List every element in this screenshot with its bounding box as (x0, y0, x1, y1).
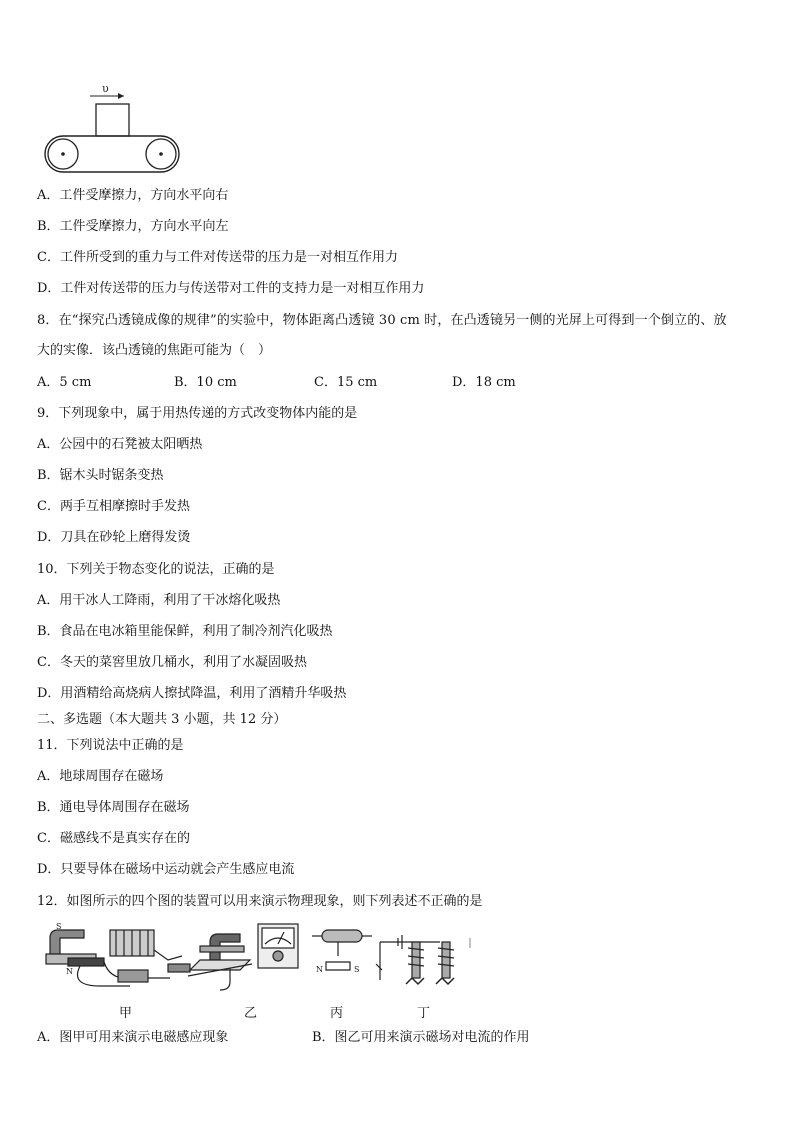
belt-outline (45, 136, 179, 172)
q11-option-b: B．通电导体周围存在磁场 (37, 800, 190, 815)
q10-option-b: B．食品在电冰箱里能保鲜，利用了制冷剂汽化吸热 (37, 624, 333, 639)
q10-option-a: A．用干冰人工降雨，利用了干冰熔化吸热 (37, 593, 281, 608)
q11-option-d: D．只要导体在磁场中运动就会产生感应电流 (37, 862, 295, 877)
q8-option-a: A．5 cm (37, 375, 92, 390)
q10-option-d: D．用酒精给高烧病人擦拭降温，利用了酒精升华吸热 (37, 686, 347, 701)
caption-jia: 甲 (119, 1006, 133, 1021)
figure-yi (188, 934, 252, 990)
q12-apparatus-figures (40, 920, 480, 1000)
q9-option-d: D．刀具在砂轮上磨得发烫 (37, 530, 191, 545)
q8-stem-line1: 8．在“探究凸透镜成像的规律”的实验中，物体距离凸透镜 30 cm 时，在凸透镜另一侧的光屏上可得到一个倒立的、放 (37, 313, 727, 328)
figure-ding (376, 935, 470, 984)
q9-option-a: A．公园中的石凳被太阳晒热 (37, 437, 203, 452)
q8-option-b: B．10 cm (174, 375, 237, 390)
q7-option-a: A．工件受摩擦力，方向水平向右 (37, 188, 229, 203)
q12-option-a: A．图甲可用来演示电磁感应现象 (37, 1030, 229, 1045)
q8-option-d: D．18 cm (452, 375, 516, 390)
q10-stem: 10．下列关于物态变化的说法，正确的是 (37, 562, 275, 577)
figure-galvanometer (258, 924, 298, 968)
caption-yi: 乙 (244, 1006, 258, 1021)
caption-bing: 丙 (330, 1006, 344, 1021)
workpiece-block (96, 104, 129, 136)
q11-stem: 11．下列说法中正确的是 (37, 738, 184, 753)
q11-option-a: A．地球周围存在磁场 (37, 769, 164, 784)
figure-jia-s-label: S (56, 922, 62, 931)
figure-bing-s-label: S (354, 965, 360, 974)
caption-ding: 丁 (417, 1006, 431, 1021)
figure-bing-n-label: N (316, 965, 323, 974)
figure-bing (312, 930, 372, 970)
velocity-arrowhead (118, 93, 124, 99)
q12-option-b: B．图乙可用来演示磁场对电流的作用 (312, 1030, 530, 1045)
q11-option-c: C．磁感线不是真实存在的 (37, 831, 190, 846)
q10-option-c: C．冬天的菜窖里放几桶水，利用了水凝固吸热 (37, 655, 307, 670)
q12-stem: 12．如图所示的四个图的装置可以用来演示物理现象，则下列表述不正确的是 (37, 894, 483, 909)
q8-option-c: C．15 cm (314, 375, 378, 390)
q7-option-b: B．工件受摩擦力，方向水平向左 (37, 219, 229, 234)
q9-option-c: C．两手互相摩擦时手发热 (37, 499, 190, 514)
right-roller-axle (159, 152, 163, 156)
section2-heading: 二、多选题（本大题共 3 小题，共 12 分） (37, 712, 287, 727)
q9-stem: 9．下列现象中，属于用热传递的方式改变物体内能的是 (37, 406, 358, 421)
velocity-label: υ (102, 84, 109, 95)
q7-option-c: C．工件所受到的重力与工件对传送带的压力是一对相互作用力 (37, 250, 398, 265)
q7-option-d: D．工件对传送带的压力与传送带对工件的支持力是一对相互作用力 (37, 281, 425, 296)
figure-jia-n-label: N (66, 967, 73, 976)
figure-jia (46, 930, 190, 986)
conveyor-belt-figure (40, 84, 190, 176)
q9-option-b: B．锯木头时锯条变热 (37, 468, 164, 483)
q8-stem-line2: 大的实像．该凸透镜的焦距可能为（ ） (37, 343, 272, 358)
left-roller-axle (61, 152, 65, 156)
